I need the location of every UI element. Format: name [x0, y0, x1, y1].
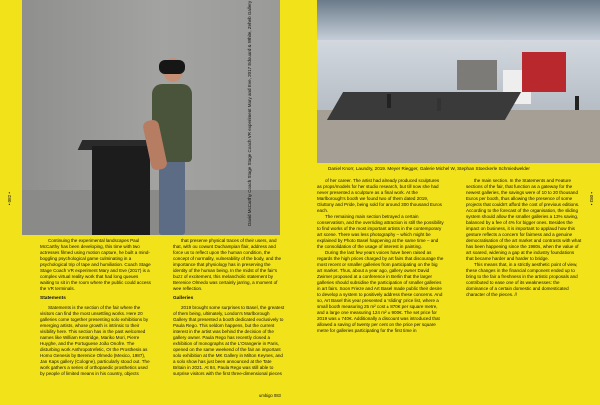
text-column-2 — [173, 238, 285, 377]
right-page-number: • 083 • — [589, 192, 594, 206]
column-2-paragraph-1: that preserve physical traces of their users, and that, with ou cowunt Duchampian flair, address and force us to reflect upon the human condition, the concept of normality, vulnerability of the body, and the importance that physiology has in preserving the identity of the human being. In the midst of the fair's buzz of excitement, this melancholic statement by Berenice Olmedo was certainly jarring, a moment of wee reflection. — [173, 238, 282, 291]
text-column-1 — [40, 238, 152, 377]
left-photo-caption: David McCarthy Coach Stage Stage Coach VR experiment Mary and Eve, 2017 Edouard & White, Zeheb Gallery — [247, 0, 252, 226]
column-3-paragraph-1: of her career. The artist had already produced sculptures as props/models for her studio research, but till now she had never presented a sculpture as a final work. At the Marlborough's booth we found two of them dated 2019, Gluttony and Pride, being sold for around 300 thousand Euros each. — [317, 178, 442, 213]
column-4-paragraph-1: the main section. In the Statements and Feature sections of the fair, that function as a gateway for the newest galleries, the savings were of 10 to 20 thousand Euros per booth, thus allowing the presence of some projects that couldn't afford the cost of previous editions. According to the forecast of the organisation, the sliding system should allow the smaller galleries a 13% saving, balanced by a fee of 4% for bigger ones. Besides the impact on business, it is important to applaud how this gesture reflects a concern for fairness and a genuine democratisation of the art market and contrasts with what has been happening since the 1980s, when the value of art soared, widening a gap at the industry foundations that became harder and harder to bridge. — [466, 178, 582, 261]
vr-headset — [159, 60, 185, 74]
intro-paragraph: Continuing the experimental landscapes Paul McCarthy has been developing, this time with two actresses filmed using motion capture, he built a mind-boggling psychological game culminating in a psychological trip of tape and humiliation. Coach Stage Stage Coach VR experiment Mary and Eve (2017) is a complex virtual reality work that had long queues waiting to sit in the room where the public could access the VR terminals. — [40, 238, 151, 291]
right-photo-caption: Daniel Knorr, Laundry, 2019. Meyer Riegger, Galerie Michel W, Stephan Stoeckerle Schmiedwelder — [328, 166, 530, 171]
statements-paragraph: Statements is the section of the fair where the visitors can find the most unsettling works. Here 20 galleries come together presenting solo exhibitions by emerging artists, whose growth is intrinsic to their visibility here. This section has in the past welcomed names like William Kentridge, Mariko Mori, Pierre Huyghe, and the Portuguese João Onofre. The disturbing work Anthropotrefetic, Or the Prosthesis as Homo Genesis by Berenice Olmedo (Mexico, 1987), Jan Kaps gallery (Cologne), particularly stood out. The work gathers a series of orthopaedic prosthetics used by people of limited means in his country, objects — [40, 305, 150, 376]
column-2-paragraph-2: 2019 brought some surprises to Basel, the greatest of them being, ultimately, London's Marlborough Gallery that presented a booth dedicated exclusively to Paula Rego. This seldom happens, but the current interest in the artist was behind the decision of the gallery owner. Paula Rego has recently closed a exhibition of monographs at the L'Orangerie in Paris, opened on the same weekend of the fair an important solo exhibition at the MK Gallery in Milton Keynes, and a solo show has just been announced at the Tate Britain in 2021. At 84, Paula Rego was still able to surprise visitors with the first three-dimensional pieces — [173, 305, 285, 376]
column-4-paragraph-2: This means that, in a strictly aesthetic point of view, these changes in the financial component ended up to bring to the fair a freshness in the artistic proposals and contributed to ease one of its weaknesses: the dominance of a certain domestic and domesticated character of the pieces. // — [466, 262, 578, 297]
left-page-number: • 082 • — [7, 192, 12, 206]
column-3-paragraph-3: During the last few years voices have been raised as regards the high prices charged by art fairs that discourage the most recent or smaller galleries from participating on the big art market. Thus, about a year ago, gallery owner David Zwirner proposed at a conference in Berlin that the larger galleries should subsidise the participation of smaller galleries in art fairs. Soon Frieze and Art Basel made public their desire to develop a system to positively address these concerns. And so, Art Basel this year presented a 'sliding' price list, where a small booth measuring 25 m² cost ± 870€ per square metre, and a large one measuring 124 m² ± 900€. The set price for 2019 was ± 740€. Additionally a discount was introduced that allowed a saving of twenty per cent on the price per square metre for galleries participating for the first time in — [317, 250, 444, 333]
magazine-runner: umbigo 083 — [259, 393, 281, 398]
statements-heading: Statements — [40, 296, 66, 301]
galleries-heading: Galleries — [173, 296, 194, 301]
text-column-4 — [466, 178, 582, 298]
laundry-installation-photo — [317, 0, 600, 163]
column-3-paragraph-2: The remaining main section betrayed a certain conservatism, and the overriding attraction is still the possibility to find works of the most important artists in the contemporary art scene. There was less photography – which might be explained by Photo Basel happening at the same time – and the consolidation of the usage of interest in painting. — [317, 214, 444, 249]
text-column-3 — [317, 178, 444, 334]
vr-installation-photo — [22, 0, 280, 235]
